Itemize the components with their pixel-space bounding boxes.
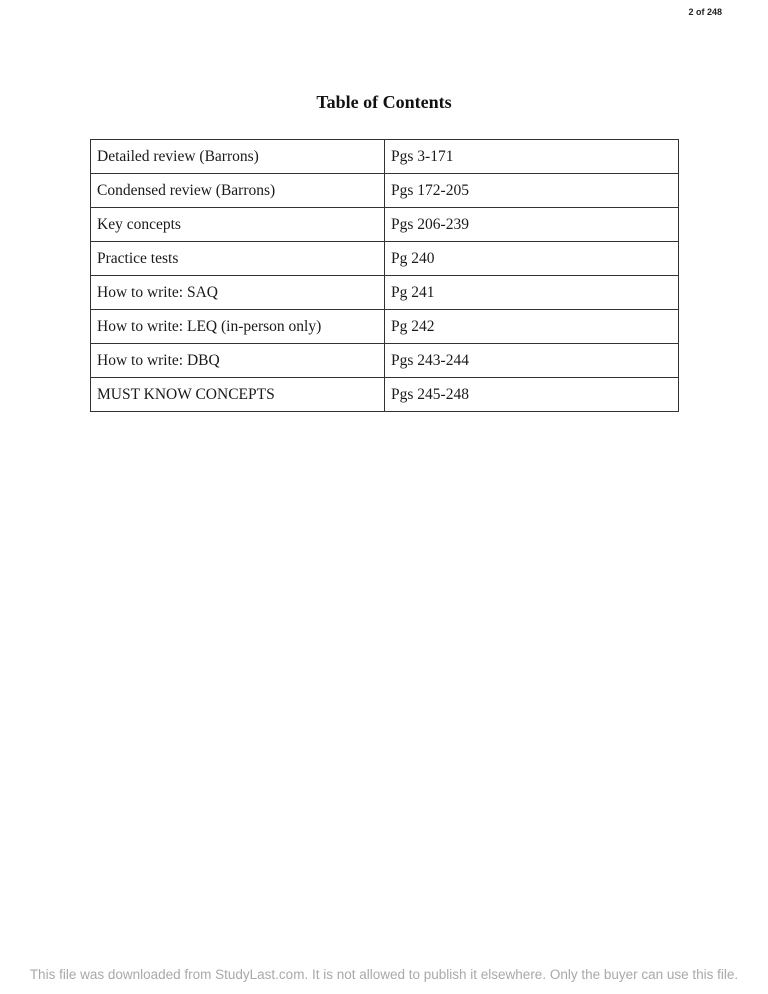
page-title: Table of Contents	[316, 92, 452, 112]
table-row	[91, 276, 679, 310]
toc-section-cell: Condensed review (Barrons)	[91, 174, 385, 208]
table-row	[91, 242, 679, 276]
toc-section-cell: Key concepts	[91, 208, 385, 242]
toc-pages-cell: Pg 242	[385, 310, 679, 344]
page-number: 2 of 248	[688, 7, 722, 17]
toc-pages-cell: Pgs 245-248	[385, 378, 679, 412]
table-row	[91, 208, 679, 242]
watermark-footer: This file was downloaded from StudyLast.com. It is not allowed to publish it elsewhere. Only the buyer can use this file.	[29, 967, 739, 982]
table-row	[91, 174, 679, 208]
table-row	[91, 344, 679, 378]
table-of-contents	[90, 139, 679, 412]
toc-section-cell: Practice tests	[91, 242, 385, 276]
toc-pages-cell: Pgs 3-171	[385, 140, 679, 174]
toc-section-cell: How to write: DBQ	[91, 344, 385, 378]
table-row	[91, 378, 679, 412]
table-row	[91, 140, 679, 174]
table-row	[91, 310, 679, 344]
toc-pages-cell: Pgs 172-205	[385, 174, 679, 208]
toc-section-cell: MUST KNOW CONCEPTS	[91, 378, 385, 412]
toc-pages-cell: Pgs 243-244	[385, 344, 679, 378]
toc-pages-cell: Pg 240	[385, 242, 679, 276]
toc-pages-cell: Pgs 206-239	[385, 208, 679, 242]
toc-section-cell: How to write: SAQ	[91, 276, 385, 310]
toc-section-cell: How to write: LEQ (in-person only)	[91, 310, 385, 344]
toc-pages-cell: Pg 241	[385, 276, 679, 310]
toc-section-cell: Detailed review (Barrons)	[91, 140, 385, 174]
